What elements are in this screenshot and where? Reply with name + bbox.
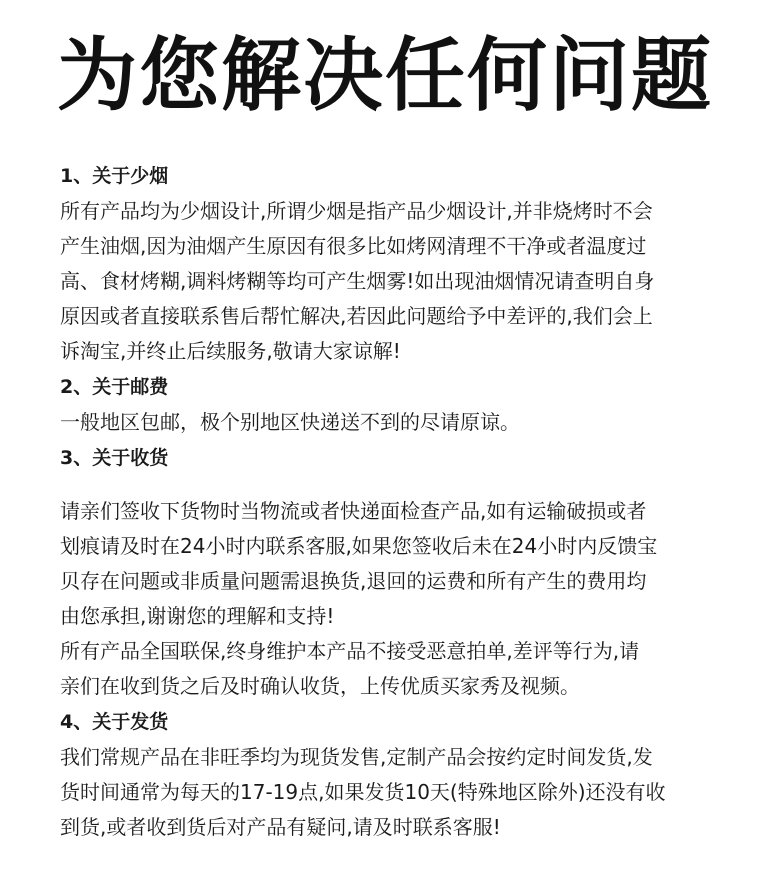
section-paragraph (60, 494, 730, 634)
paragraph-line: 由您承担,谢谢您的理解和支持! (60, 604, 335, 628)
paragraph-line: 贝存在问题或非质量问题需退换货,退回的运费和所有产生的费用均 (60, 569, 647, 593)
paragraph-line: 请亲们签收下货物时当物流或者快递面检查产品,如有运输破损或者 (60, 499, 647, 523)
paragraph-line: 高、食材烤糊,调料烤糊等均可产生烟雾!如出现油烟情况请查明自身 (60, 269, 655, 293)
paragraph-line: 诉淘宝,并终止后续服务,敬请大家谅解! (60, 339, 401, 363)
paragraph-line: 到货,或者收到货后对产品有疑问,请及时联系客服! (60, 815, 501, 839)
notice-content (60, 158, 730, 845)
section-shipping-fee (60, 369, 730, 440)
section-paragraph (60, 634, 730, 704)
section-paragraph (60, 194, 730, 369)
paragraph-line: 产生油烟,因为油烟产生原因有很多比如烤网清理不干净或者温度过 (60, 234, 647, 258)
paragraph-line: 一般地区包邮，极个别地区快递送不到的尽请原谅。 (60, 410, 520, 434)
paragraph-line: 原因或者直接联系售后帮忙解决,若因此问题给予中差评的,我们会上 (60, 304, 653, 328)
section-delivery (60, 704, 730, 845)
spacer (60, 476, 730, 494)
section-receiving (60, 440, 730, 704)
paragraph-line: 所有产品全国联保,终身维护本产品不接受恶意拍单,差评等行为,请 (60, 639, 640, 663)
section-paragraph (60, 740, 730, 845)
paragraph-line: 亲们在收到货之后及时确认收货，上传优质买家秀及视频。 (60, 674, 580, 698)
section-heading: 3、关于收货 (60, 447, 169, 469)
section-heading: 1、关于少烟 (60, 165, 169, 187)
section-heading: 4、关于发货 (60, 711, 169, 733)
paragraph-line: 货时间通常为每天的17-19点,如果发货10天(特殊地区除外)还没有收 (60, 780, 666, 804)
paragraph-line: 我们常规产品在非旺季均为现货发售,定制产品会按约定时间发货,发 (60, 745, 653, 769)
paragraph-line: 划痕请及时在24小时内联系客服,如果您签收后未在24小时内反馈宝 (60, 534, 658, 558)
page-title: 为您解决任何问题 (57, 29, 713, 122)
section-low-smoke (60, 158, 730, 369)
section-heading: 2、关于邮费 (60, 376, 169, 398)
paragraph-line: 所有产品均为少烟设计,所谓少烟是指产品少烟设计,并非烧烤时不会 (60, 199, 653, 223)
section-paragraph (60, 405, 730, 440)
